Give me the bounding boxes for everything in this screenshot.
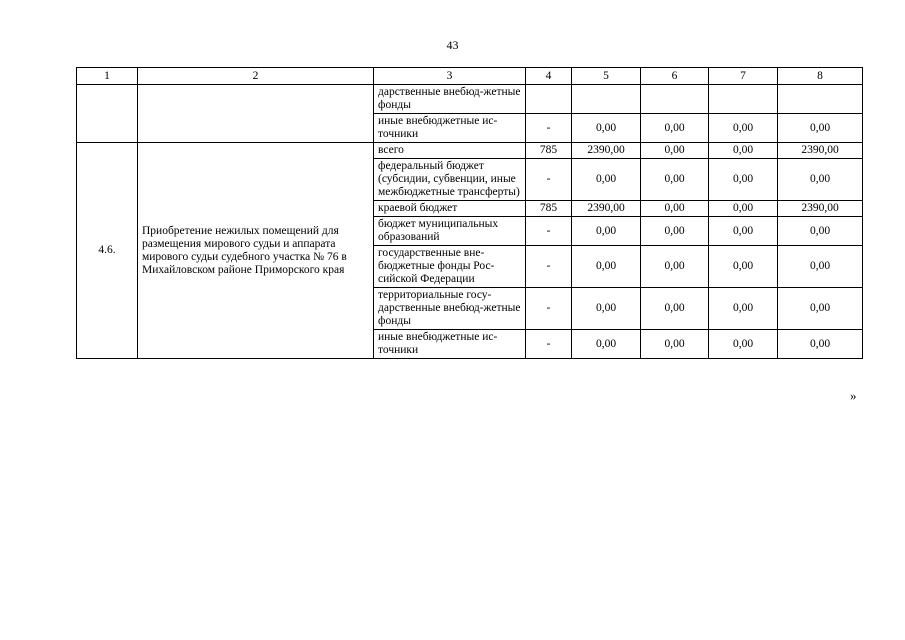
value-cell: 0,00 — [572, 114, 641, 143]
value-cell: - — [526, 246, 572, 288]
source-cell: дарственные внебюд-жетные фонды — [374, 85, 526, 114]
value-cell: 0,00 — [641, 288, 709, 330]
column-header: 5 — [572, 68, 641, 85]
value-cell: 785 — [526, 201, 572, 217]
value-cell: 0,00 — [709, 159, 778, 201]
table-row — [77, 85, 863, 114]
index-cell — [77, 85, 138, 143]
value-cell: 0,00 — [572, 217, 641, 246]
item-name-cell: Приобретение нежилых помещений для размещения мирового судьи и аппарата мирового судьи судебного участка № 76 в Михайловском районе Приморского края — [138, 143, 374, 359]
value-cell: 0,00 — [778, 246, 863, 288]
value-cell: 0,00 — [572, 159, 641, 201]
value-cell — [572, 85, 641, 114]
budget-table — [76, 67, 863, 359]
value-cell: 2390,00 — [572, 143, 641, 159]
source-cell: государственные вне-бюджетные фонды Рос-сийской Федерации — [374, 246, 526, 288]
value-cell: - — [526, 288, 572, 330]
value-cell: 0,00 — [709, 246, 778, 288]
value-cell: 785 — [526, 143, 572, 159]
source-cell: всего — [374, 143, 526, 159]
value-cell: 0,00 — [641, 159, 709, 201]
value-cell: 0,00 — [641, 114, 709, 143]
table-header-row — [77, 68, 863, 85]
source-cell: иные внебюджетные ис-точники — [374, 330, 526, 359]
value-cell: 0,00 — [641, 217, 709, 246]
value-cell — [778, 85, 863, 114]
value-cell: 0,00 — [709, 201, 778, 217]
column-header: 6 — [641, 68, 709, 85]
name-cell — [138, 85, 374, 143]
value-cell: 0,00 — [709, 143, 778, 159]
value-cell: 0,00 — [641, 330, 709, 359]
value-cell: 0,00 — [641, 246, 709, 288]
source-cell: иные внебюджетные ис-точники — [374, 114, 526, 143]
value-cell: 0,00 — [572, 246, 641, 288]
column-header: 7 — [709, 68, 778, 85]
value-cell: 0,00 — [709, 288, 778, 330]
column-header: 8 — [778, 68, 863, 85]
value-cell: 0,00 — [709, 217, 778, 246]
column-header: 2 — [138, 68, 374, 85]
value-cell: 0,00 — [778, 217, 863, 246]
value-cell: 2390,00 — [778, 201, 863, 217]
value-cell — [526, 85, 572, 114]
value-cell: - — [526, 159, 572, 201]
source-cell: федеральный бюджет (субсидии, субвенции, иные межбюджетные трансферты) — [374, 159, 526, 201]
value-cell: 0,00 — [641, 201, 709, 217]
value-cell: 0,00 — [572, 330, 641, 359]
value-cell: 0,00 — [778, 114, 863, 143]
value-cell — [709, 85, 778, 114]
value-cell: 0,00 — [778, 288, 863, 330]
value-cell: 0,00 — [778, 330, 863, 359]
value-cell: - — [526, 330, 572, 359]
value-cell: 0,00 — [572, 288, 641, 330]
value-cell: 0,00 — [778, 159, 863, 201]
closing-quote: » — [850, 388, 857, 403]
column-header: 4 — [526, 68, 572, 85]
source-cell: бюджет муниципальных образований — [374, 217, 526, 246]
value-cell: 2390,00 — [572, 201, 641, 217]
table-row — [77, 143, 863, 159]
value-cell: - — [526, 114, 572, 143]
value-cell: 0,00 — [709, 330, 778, 359]
value-cell: 0,00 — [709, 114, 778, 143]
column-header: 1 — [77, 68, 138, 85]
value-cell — [641, 85, 709, 114]
source-cell: краевой бюджет — [374, 201, 526, 217]
value-cell: 2390,00 — [778, 143, 863, 159]
value-cell: 0,00 — [641, 143, 709, 159]
page-number: 43 — [446, 38, 459, 52]
column-header: 3 — [374, 68, 526, 85]
source-cell: территориальные госу-дарственные внебюд-жетные фонды — [374, 288, 526, 330]
item-index-cell: 4.6. — [77, 143, 138, 359]
value-cell: - — [526, 217, 572, 246]
